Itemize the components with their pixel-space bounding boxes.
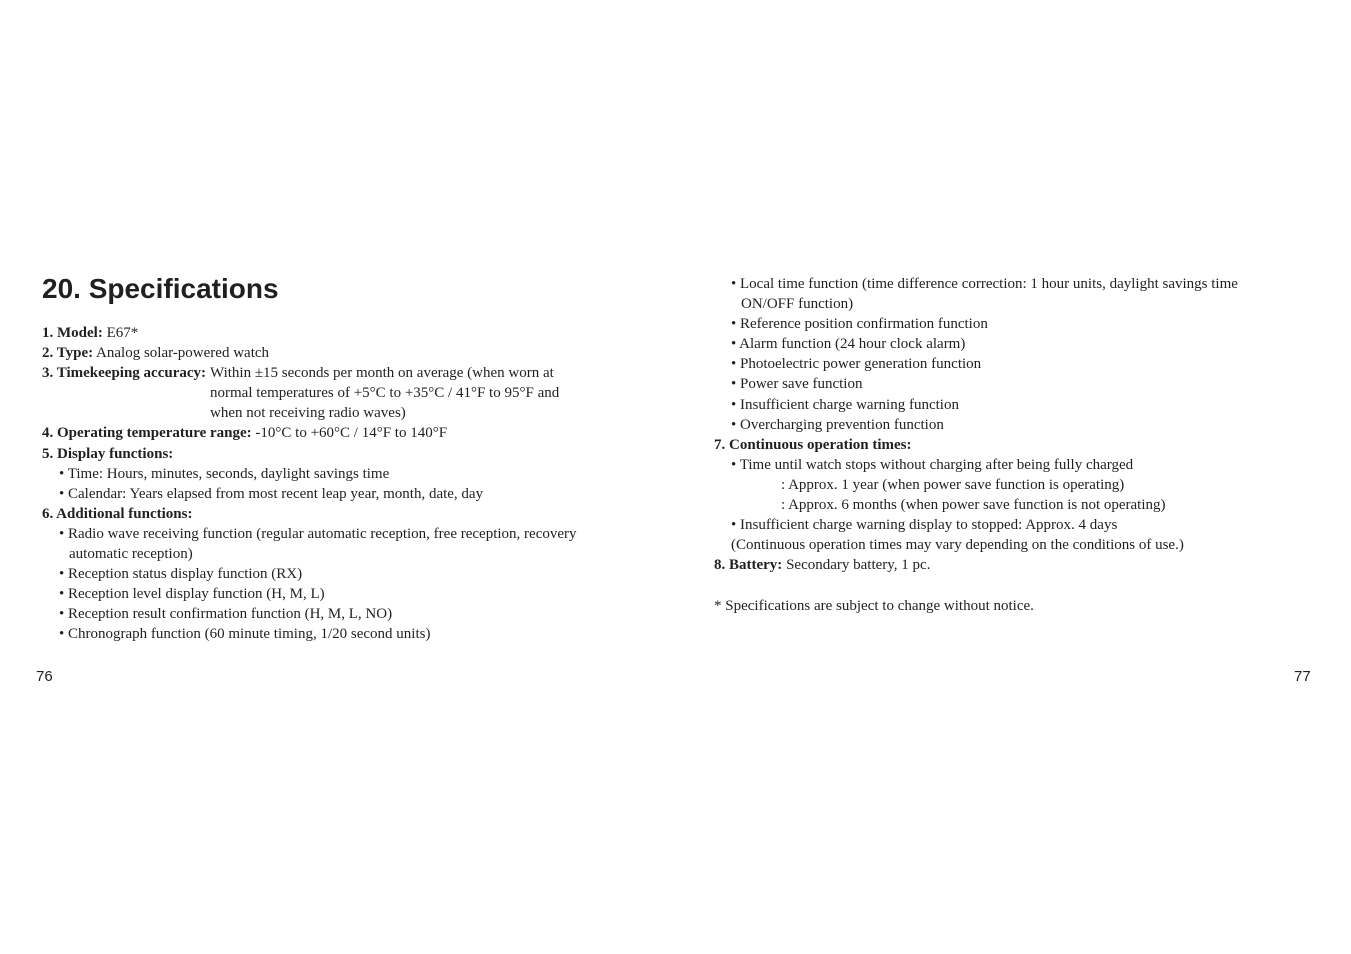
page-number-right: 77 — [1294, 668, 1311, 685]
spec-accuracy-label: 3. Timekeeping accuracy: — [42, 365, 207, 382]
spec-accuracy-line: when not receiving radio waves) — [210, 405, 406, 422]
list-item: • Reception status display function (RX) — [59, 566, 303, 583]
spec-list-right — [714, 274, 1324, 616]
spec-type-value: Analog solar-powered watch — [93, 345, 270, 362]
spec-accuracy — [42, 363, 652, 423]
spec-accuracy-line: normal temperatures of +5°C to +35°C / 41°F to 95°F and — [210, 385, 560, 402]
spec-temperature — [42, 423, 652, 443]
list-item: • Power save function — [731, 376, 863, 393]
list-item: • Time until watch stops without charging after being fully charged — [731, 456, 1134, 473]
list-item: • Local time function (time difference correction: 1 hour units, daylight savings time — [731, 276, 1238, 292]
spec-type — [42, 343, 652, 363]
spec-continuous-note: (Continuous operation times may vary depending on the conditions of use.) — [731, 537, 1184, 554]
list-item: • Time: Hours, minutes, seconds, daylight savings time — [59, 465, 390, 482]
spec-temperature-value: -10°C to +60°C / 14°F to 140°F — [251, 425, 448, 442]
spec-battery-value: Secondary battery, 1 pc. — [782, 557, 931, 574]
right-page — [676, 0, 1351, 954]
list-item: • Radio wave receiving function (regular automatic reception, free reception, recovery — [59, 525, 577, 542]
list-item: • Reception result confirmation function (H, M, L, NO) — [59, 606, 393, 623]
spec-continuous-label: 7. Continuous operation times: — [714, 436, 912, 453]
spec-battery-label: 8. Battery: — [714, 557, 783, 574]
spec-footnote: * Specifications are subject to change without notice. — [714, 597, 1034, 614]
list-item: • Insufficient charge warning display to stopped: Approx. 4 days — [731, 517, 1118, 534]
spec-approx-line: : Approx. 1 year (when power save function is operating) — [781, 476, 1125, 493]
spec-display-label: 5. Display functions: — [42, 445, 174, 462]
spec-additional-label: 6. Additional functions: — [42, 505, 193, 522]
list-item: • Reference position confirmation function — [731, 316, 988, 333]
list-item: • Alarm function (24 hour clock alarm) — [731, 336, 966, 353]
spec-approx-line: : Approx. 6 months (when power save function is not operating) — [781, 497, 1166, 514]
list-item: • Insufficient charge warning function — [731, 396, 959, 413]
spacer — [714, 575, 1324, 595]
spec-type-label: 2. Type: — [42, 345, 94, 362]
list-item: • Calendar: Years elapsed from most recent leap year, month, date, day — [59, 485, 484, 502]
page-title: 20. Specifications — [42, 273, 279, 304]
spec-temperature-label: 4. Operating temperature range: — [42, 425, 252, 442]
spec-battery — [714, 555, 1324, 575]
spec-model-value: E67* — [102, 325, 139, 341]
spec-list-left — [42, 323, 652, 645]
list-item: • Photoelectric power generation function — [731, 356, 982, 373]
spec-model — [42, 323, 652, 343]
spec-accuracy-text — [206, 363, 559, 423]
left-page — [0, 0, 675, 954]
list-item-continuation: automatic reception) — [69, 546, 193, 563]
page-number-left: 76 — [36, 668, 53, 685]
list-item: • Overcharging prevention function — [731, 416, 944, 433]
list-item: • Reception level display function (H, M, L) — [59, 586, 325, 603]
list-item: • Chronograph function (60 minute timing, 1/20 second units) — [59, 626, 431, 643]
spec-accuracy-line: Within ±15 seconds per month on average (when worn at — [210, 365, 554, 382]
spec-model-label: 1. Model: — [42, 325, 103, 341]
list-item-continuation: ON/OFF function) — [741, 296, 854, 313]
